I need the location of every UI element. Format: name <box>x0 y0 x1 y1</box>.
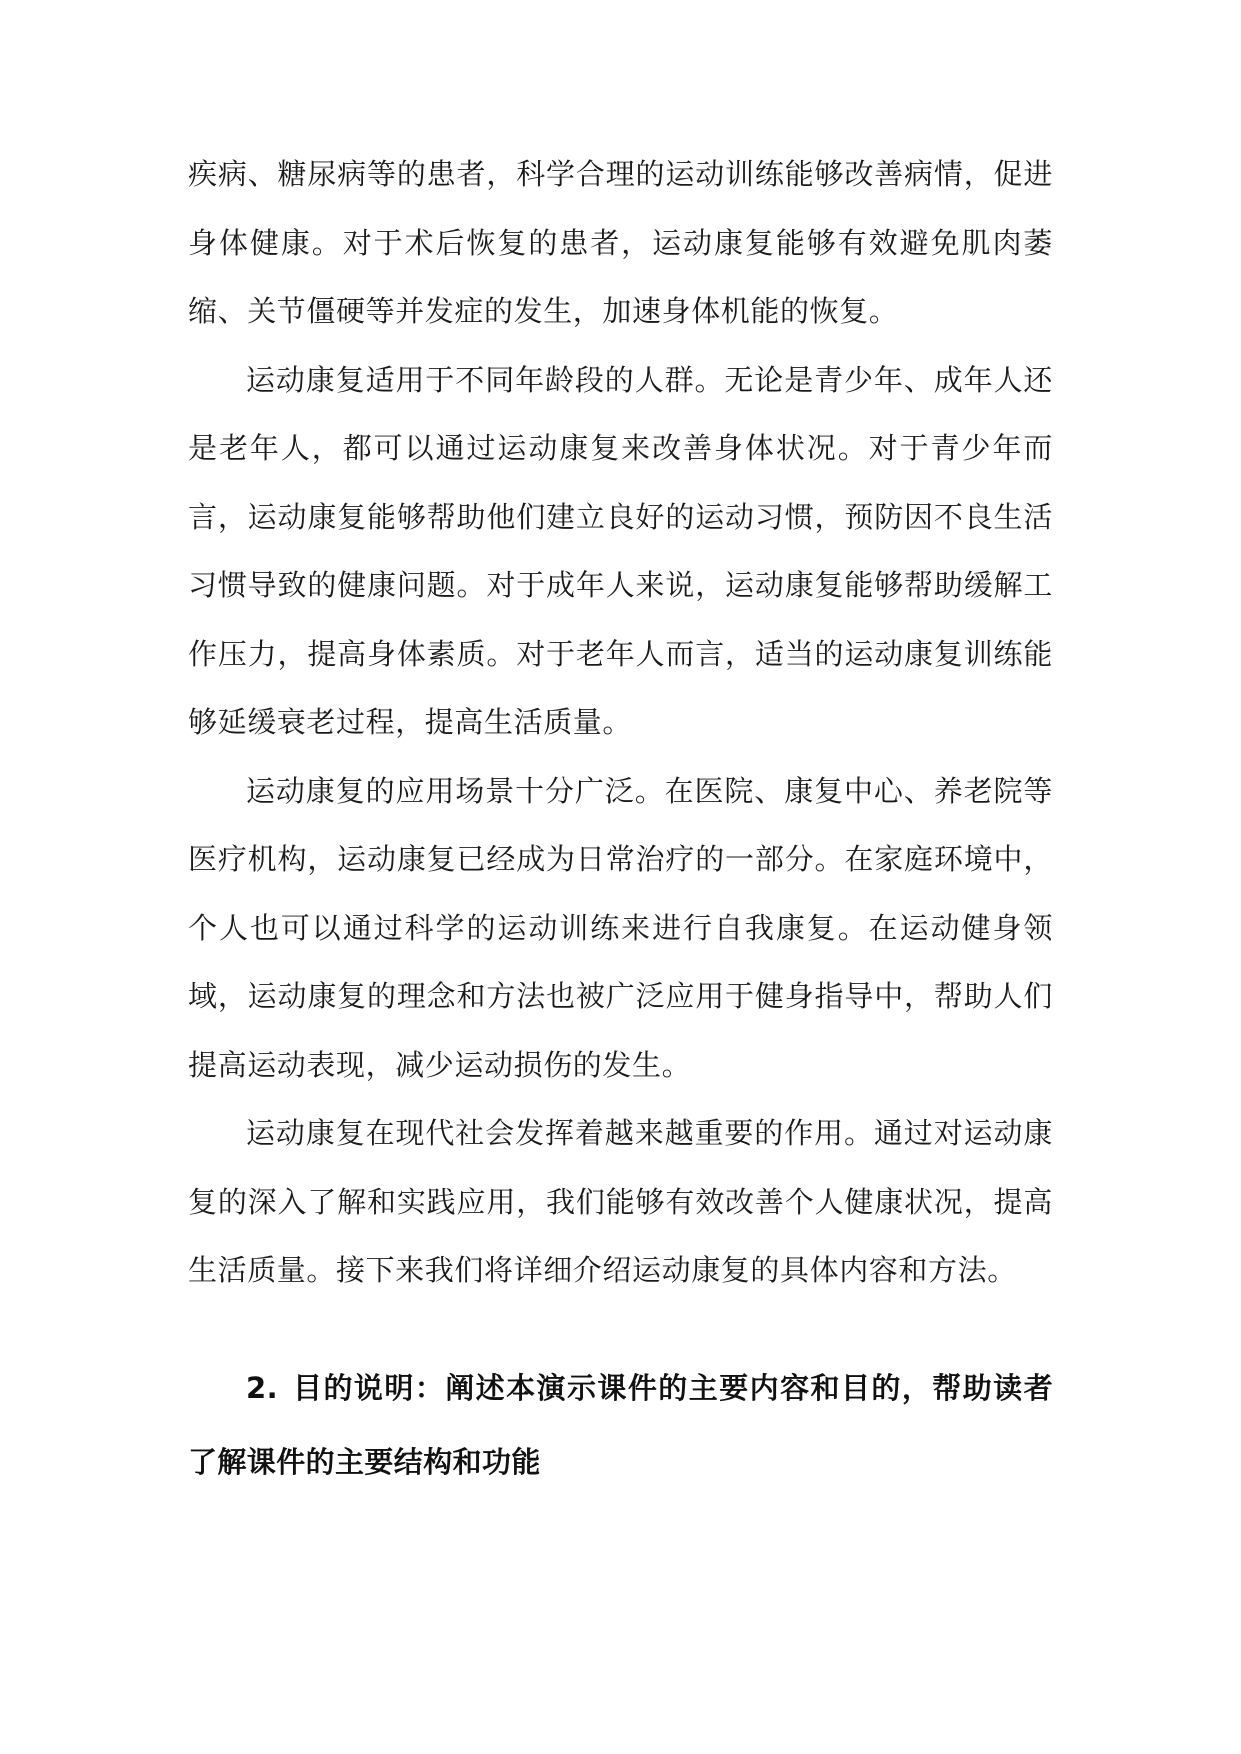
paragraph-importance: 运动康复在现代社会发挥着越来越重要的作用。通过对运动康复的深入了解和实践应用，我们能够有效改善个人健康状况，提高生活质量。接下来我们将详细介绍运动康复的具体内容和方法。 <box>188 1116 1053 1287</box>
section-heading-text: 目的说明：阐述本演示课件的主要内容和目的，帮助读者了解课件的主要结构和功能 <box>188 1370 1053 1479</box>
paragraph-continuation: 疾病、糖尿病等的患者，科学合理的运动训练能够改善病情，促进身体健康。对于术后恢复的患者，运动康复能够有效避免肌肉萎缩、关节僵硬等并发症的发生，加速身体机能的恢复。 <box>188 157 1053 328</box>
document-body <box>188 140 1053 1499</box>
section-heading <box>188 1351 1053 1499</box>
section-heading-number: 2. <box>246 1370 278 1405</box>
paragraph-age-groups: 运动康复适用于不同年龄段的人群。无论是青少年、成年人还是老年人，都可以通过运动康复来改善身体状况。对于青少年而言，运动康复能够帮助他们建立良好的运动习惯，预防因不良生活习惯导致的健康问题。对于成年人来说，运动康复能够帮助缓解工作压力，提高身体素质。对于老年人而言，适当的运动康复训练能够延缓衰老过程，提高生活质量。 <box>188 362 1053 739</box>
paragraph-application-scenarios: 运动康复的应用场景十分广泛。在医院、康复中心、养老院等医疗机构，运动康复已经成为日常治疗的一部分。在家庭环境中，个人也可以通过科学的运动训练来进行自我康复。在运动健身领域，运动康复的理念和方法也被广泛应用于健身指导中，帮助人们提高运动表现，减少运动损伤的发生。 <box>188 773 1053 1082</box>
